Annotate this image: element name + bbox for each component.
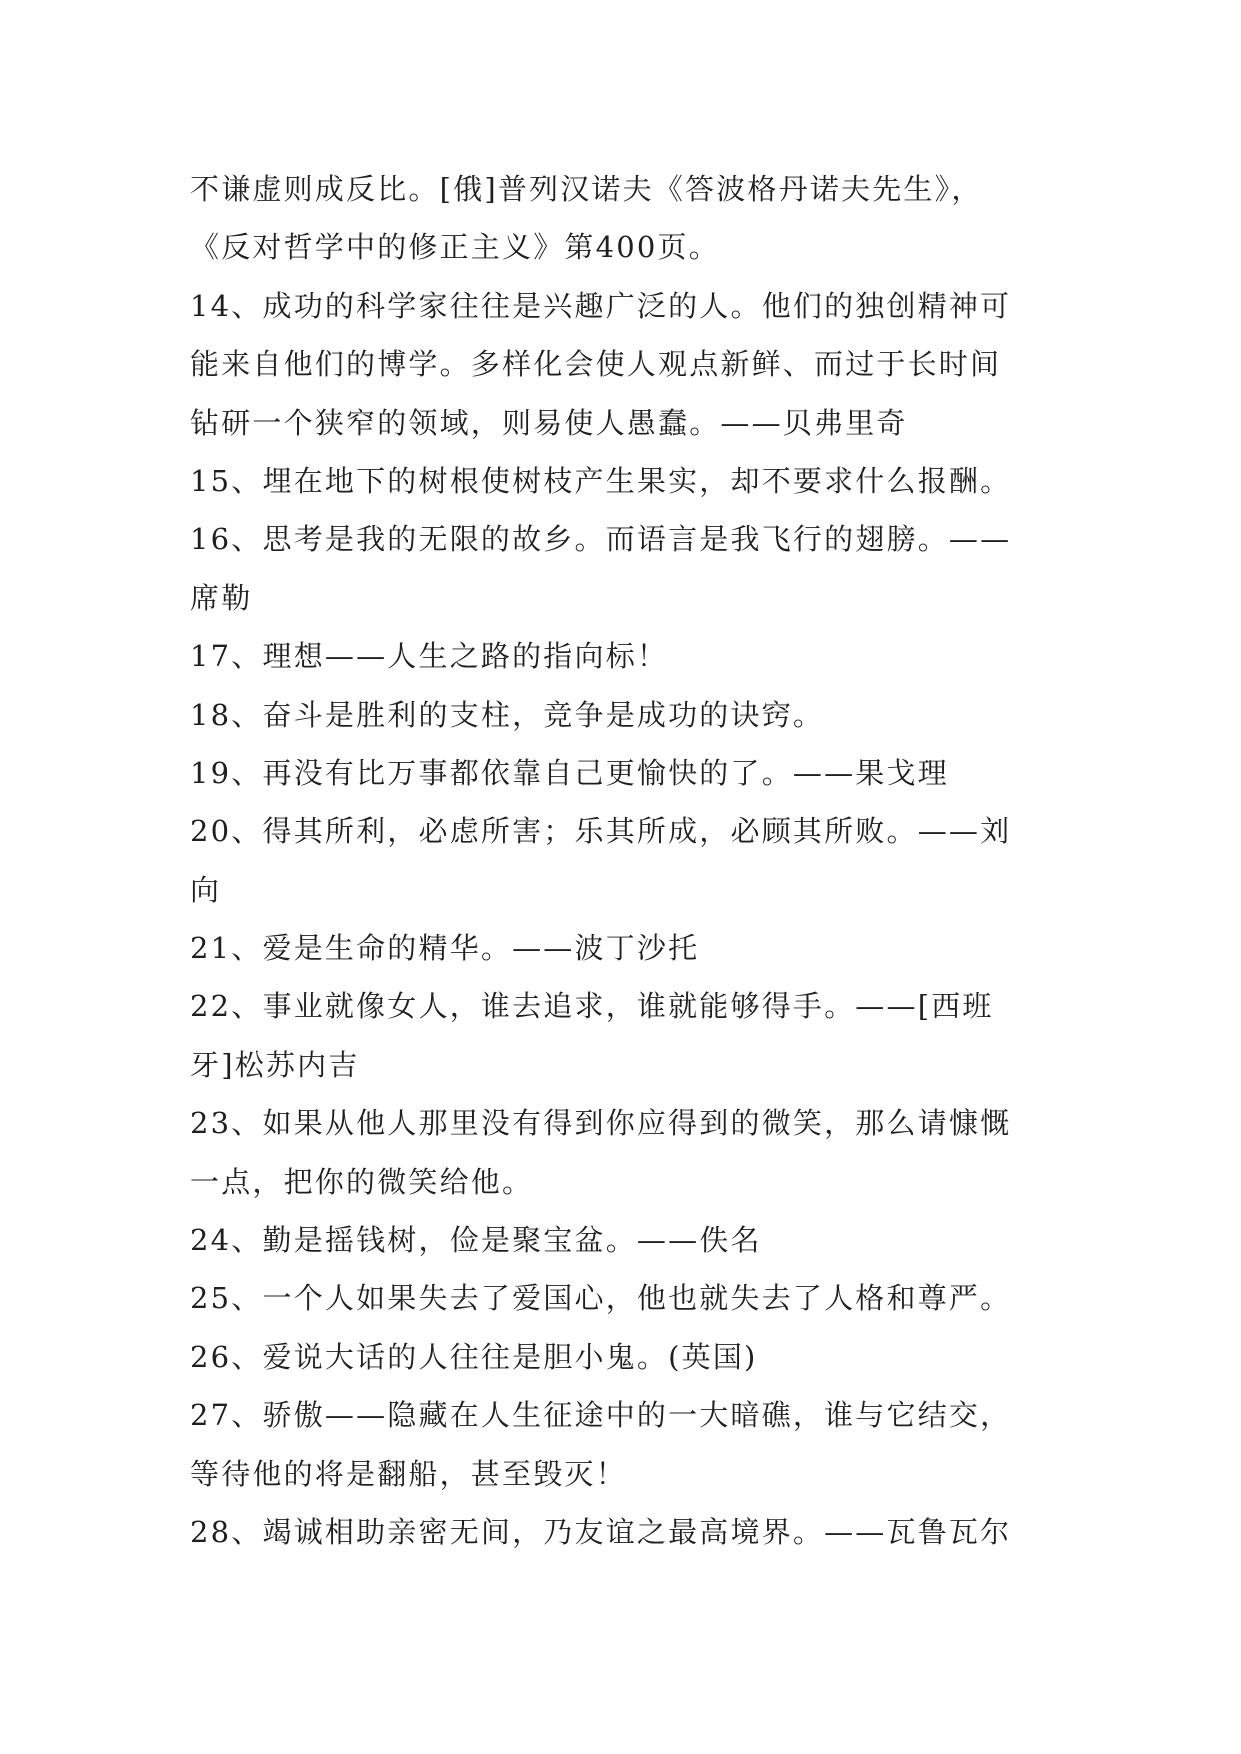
text-line: 23、如果从他人那里没有得到你应得到的微笑，那么请慷慨 bbox=[190, 1106, 1012, 1141]
text-line: 14、成功的科学家往往是兴趣广泛的人。他们的独创精神可 bbox=[190, 288, 1012, 323]
text-line: 牙]松苏内吉 bbox=[190, 1047, 360, 1082]
text-line: 24、勤是摇钱树，俭是聚宝盆。——佚名 bbox=[190, 1223, 762, 1258]
text-line: 等待他的将是翻船，甚至毁灭！ bbox=[190, 1456, 627, 1491]
text-line: 21、爱是生命的精华。——波丁沙托 bbox=[190, 931, 700, 966]
text-line: 17、理想——人生之路的指向标！ bbox=[190, 639, 669, 674]
text-line: 22、事业就像女人，谁去追求，谁就能够得手。——[西班 bbox=[190, 989, 994, 1024]
text-line: 《反对哲学中的修正主义》第400页。 bbox=[190, 230, 720, 265]
text-line: 向 bbox=[190, 872, 222, 907]
text-line: 一点，把你的微笑给他。 bbox=[190, 1164, 534, 1199]
text-line: 20、得其所利，必虑所害；乐其所成，必顾其所败。——刘 bbox=[190, 814, 1012, 849]
text-line: 能来自他们的博学。多样化会使人观点新鲜、而过于长时间 bbox=[190, 347, 1002, 382]
text-line: 钻研一个狭窄的领域，则易使人愚蠢。——贝弗里奇 bbox=[190, 405, 908, 440]
quote-text-block bbox=[190, 160, 1070, 1561]
text-line: 席勒 bbox=[190, 580, 253, 615]
text-line: 16、思考是我的无限的故乡。而语言是我飞行的翅膀。—— bbox=[190, 522, 1012, 557]
text-line: 不谦虚则成反比。[俄]普列汉诺夫《答波格丹诺夫先生》， bbox=[190, 172, 983, 206]
text-line: 26、爱说大话的人往往是胆小鬼。(英国) bbox=[190, 1339, 758, 1374]
text-line: 27、骄傲——隐藏在人生征途中的一大暗礁，谁与它结交， bbox=[190, 1398, 1012, 1433]
text-line: 28、竭诚相助亲密无间，乃友谊之最高境界。——瓦鲁瓦尔 bbox=[190, 1514, 1012, 1549]
text-line: 18、奋斗是胜利的支柱，竞争是成功的诀窍。 bbox=[190, 697, 825, 732]
text-line: 25、一个人如果失去了爱国心，他也就失去了人格和尊严。 bbox=[190, 1281, 1012, 1316]
text-line: 15、埋在地下的树根使树枝产生果实，却不要求什么报酬。 bbox=[190, 463, 1012, 498]
text-line: 19、再没有比万事都依靠自己更愉快的了。——果戈理 bbox=[190, 755, 949, 790]
